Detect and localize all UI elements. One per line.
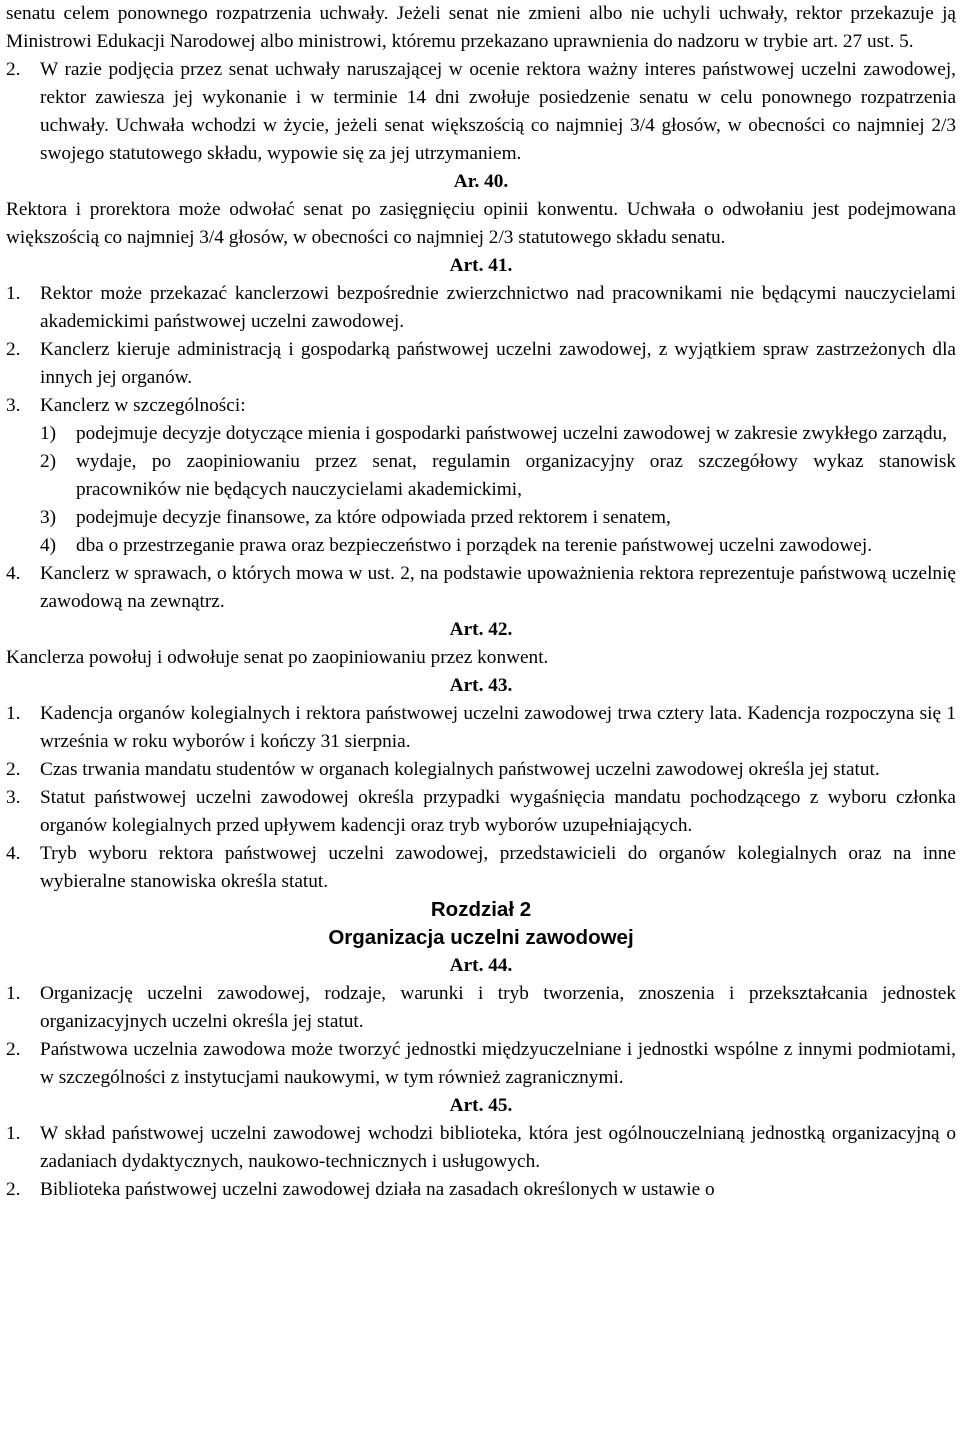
numbered-paragraph <box>6 56 956 168</box>
list-item <box>6 448 956 504</box>
item-text: Biblioteka państwowej uczelni zawodowej działa na zasadach określonych w ustawie o <box>40 1179 715 1200</box>
item-number: 2. <box>6 1039 21 1060</box>
numbered-paragraph <box>6 756 956 784</box>
article-heading: Art. 45. <box>449 1095 513 1116</box>
item-number: 1. <box>6 283 21 304</box>
item-text: Kanclerz w sprawach, o których mowa w ust. 2, na podstawie upoważnienia rektora reprezentuje państwową uczelnię zawodową na zewnątrz. <box>40 563 956 612</box>
item-text: W razie podjęcia przez senat uchwały naruszającej w ocenie rektora ważny interes państwowej uczelni zawodowej, rektor zawiesza jej wykonanie i w terminie 14 dni zwołuje posiedzenie senatu w celu ponownego rozpatrzenia uchwały. Uchwała wchodzi w życie, jeżeli senat większością co najmniej 3/4 głosów, w obecności co najmniej 2/3 swojego statutowego składu, wypowie się za jej utrzymaniem. <box>40 59 956 164</box>
item-number: 2. <box>6 1179 21 1200</box>
item-text: Organizację uczelni zawodowej, rodzaje, warunki i tryb tworzenia, znoszenia i przekształcania jednostek organizacyjnych uczelni określa jej statut. <box>40 983 956 1032</box>
item-text: W skład państwowej uczelni zawodowej wchodzi biblioteka, która jest ogólnouczelnianą jednostką organizacyjną o zadaniach dydaktycznych, naukowo-technicznych i usługowych. <box>40 1123 956 1172</box>
numbered-paragraph <box>6 980 956 1036</box>
numbered-paragraph <box>6 560 956 616</box>
list-item <box>6 420 956 448</box>
numbered-paragraph <box>6 336 956 392</box>
article-heading: Art. 41. <box>449 255 513 276</box>
item-text: wydaje, po zaopiniowaniu przez senat, regulamin organizacyjny oraz szczegółowy wykaz stanowisk pracowników nie będących nauczycielami akademickimi, <box>76 451 956 500</box>
item-number: 2) <box>40 451 57 472</box>
numbered-paragraph <box>6 1176 956 1204</box>
numbered-paragraph <box>6 700 956 756</box>
item-text: Czas trwania mandatu studentów w organach kolegialnych państwowej uczelni zawodowej określa jej statut. <box>40 759 880 780</box>
numbered-paragraph <box>6 392 956 420</box>
chapter-title: Organizacja uczelni zawodowej <box>328 926 634 949</box>
article-heading: Art. 44. <box>449 955 513 976</box>
item-number: 2. <box>6 339 21 360</box>
item-text: podejmuje decyzje dotyczące mienia i gospodarki państwowej uczelni zawodowej w zakresie zwykłego zarządu, <box>76 423 948 444</box>
item-text: dba o przestrzeganie prawa oraz bezpieczeństwo i porządek na terenie państwowej uczelni zawodowej. <box>76 535 873 556</box>
item-number: 2. <box>6 59 21 80</box>
item-number: 3. <box>6 787 21 808</box>
item-text: Kadencja organów kolegialnych i rektora państwowej uczelni zawodowej trwa cztery lata. Kadencja rozpoczyna się 1 września w roku wyborów i kończy 31 sierpnia. <box>40 703 956 752</box>
item-number: 1. <box>6 1123 21 1144</box>
numbered-paragraph <box>6 1120 956 1176</box>
item-text: Kanclerz kieruje administracją i gospodarką państwowej uczelni zawodowej, z wyjątkiem spraw zastrzeżonych dla innych jej organów. <box>40 339 956 388</box>
list-item <box>6 532 956 560</box>
numbered-paragraph <box>6 840 956 896</box>
item-number: 1. <box>6 983 21 1004</box>
chapter-number: Rozdział 2 <box>430 898 532 921</box>
item-text: Rektor może przekazać kanclerzowi bezpośrednie zwierzchnictwo nad pracownikami nie będącymi nauczycielami akademickimi państwowej uczelni zawodowej. <box>40 283 956 332</box>
item-text: Tryb wyboru rektora państwowej uczelni zawodowej, przedstawicieli do organów kolegialnych oraz na inne wybieralne stanowiska określa statut. <box>40 843 956 892</box>
item-number: 1) <box>40 423 57 444</box>
item-text: Statut państwowej uczelni zawodowej określa przypadki wygaśnięcia mandatu pochodzącego z wyboru członka organów kolegialnych przed upływem kadencji oraz tryb wyborów uzupełniających. <box>40 787 956 836</box>
paragraph: Kanclerza powołuj i odwołuje senat po zaopiniowaniu przez konwent. <box>6 647 549 668</box>
item-number: 3) <box>40 507 57 528</box>
list-item <box>6 504 956 532</box>
item-text: Kanclerz w szczególności: <box>40 395 246 416</box>
item-number: 4. <box>6 843 21 864</box>
item-number: 4) <box>40 535 57 556</box>
item-number: 3. <box>6 395 21 416</box>
item-text: Państwowa uczelnia zawodowa może tworzyć jednostki międzyuczelniane i jednostki wspólne z innymi podmiotami, w szczególności z instytucjami naukowymi, w tym również zagranicznymi. <box>40 1039 956 1088</box>
item-text: podejmuje decyzje finansowe, za które odpowiada przed rektorem i senatem, <box>76 507 671 528</box>
numbered-paragraph <box>6 1036 956 1092</box>
item-number: 4. <box>6 563 21 584</box>
paragraph: Rektora i prorektora może odwołać senat po zasięgnięciu opinii konwentu. Uchwała o odwołaniu jest podejmowana większością co najmniej 3/4 głosów, w obecności co najmniej 2/3 statutowego składu senatu. <box>6 199 956 248</box>
article-heading: Ar. 40. <box>453 171 509 192</box>
article-heading: Art. 43. <box>449 675 513 696</box>
item-number: 2. <box>6 759 21 780</box>
article-heading: Art. 42. <box>449 619 513 640</box>
item-number: 1. <box>6 703 21 724</box>
paragraph: senatu celem ponownego rozpatrzenia uchwały. Jeżeli senat nie zmieni albo nie uchyli uchwały, rektor przekazuje ją Ministrowi Edukacji Narodowej albo ministrowi, któremu przekazano uprawnienia do nadzoru w trybie art. 27 ust. 5. <box>6 3 956 52</box>
numbered-paragraph <box>6 784 956 840</box>
numbered-paragraph <box>6 280 956 336</box>
